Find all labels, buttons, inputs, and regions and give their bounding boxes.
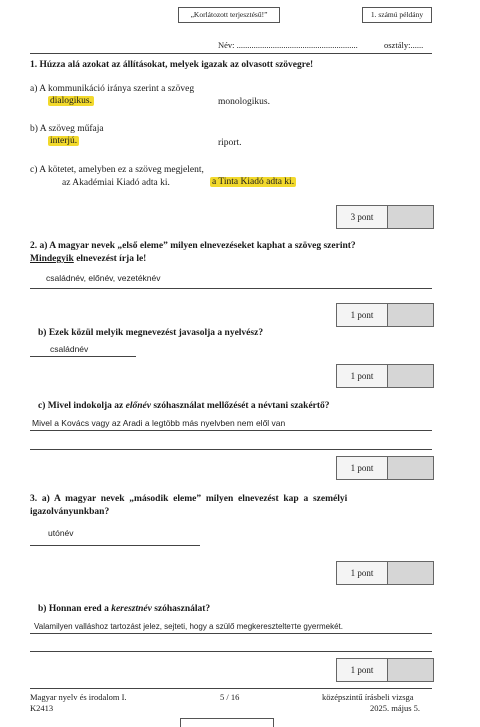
q1-points-label: 3 pont: [337, 206, 388, 228]
q2c-answer-line-2: [30, 449, 432, 450]
q3a-answer[interactable]: utónév: [48, 528, 74, 538]
footer-exam-level: középszintű írásbeli vizsga: [322, 692, 414, 702]
q2b-score-cell[interactable]: [388, 365, 433, 387]
q2b-answer-line: [30, 356, 136, 357]
q2c-answer[interactable]: Mivel a Kovács vagy az Aradi a legtöbb más nyelvben nem elől van: [32, 418, 286, 428]
q3a-title: 3. a) A magyar nevek „második eleme” milyen elnevezést kap a személyi: [30, 494, 348, 504]
q3b-title-term: keresztnév: [111, 604, 152, 614]
q3a-points-box: [336, 561, 434, 585]
q1a-option-monologikus[interactable]: monologikus.: [218, 97, 270, 107]
q2c-title-a: c) Mivel indokolja az: [38, 401, 126, 411]
q1b-option-riport[interactable]: riport.: [218, 138, 242, 148]
q1c-option-akademiai[interactable]: az Akadémiai Kiadó adta ki.: [62, 178, 170, 188]
restricted-distribution-box: „Korlátozott terjesztésű!”: [178, 7, 280, 23]
footer-page-number: 5 / 16: [220, 692, 240, 702]
q2b-points-box: [336, 364, 434, 388]
q1b-option-interju[interactable]: interjú.: [50, 136, 78, 146]
q2a-title: 2. a) A magyar nevek „első eleme” milyen elnevezéseket kaphat a szöveg szerint?: [30, 241, 356, 251]
bottom-cropped-box: [180, 718, 274, 727]
footer-subject: Magyar nyelv és irodalom I.: [30, 692, 127, 702]
q3b-points-label: 1 pont: [337, 659, 388, 681]
footer-code: K2413: [30, 703, 54, 713]
header-rule: [30, 53, 432, 54]
q1c-option-tinta[interactable]: a Tinta Kiadó adta ki.: [212, 177, 295, 187]
q2c-title-b: szóhasználat mellőzését a névtani szakértő?: [150, 401, 330, 411]
q2a-answer[interactable]: családnév, előnév, vezetéknév: [46, 273, 161, 283]
copy-number-box: 1. számú példány: [362, 7, 432, 23]
q3b-answer-line-1: [30, 633, 432, 634]
q3b-answer-line-2: [30, 651, 432, 652]
q3a-title-line2: igazolványunkban?: [30, 507, 110, 517]
q1b-stem: b) A szöveg műfaja: [30, 124, 104, 134]
q3a-points-label: 1 pont: [337, 562, 388, 584]
q2a-points-label: 1 pont: [337, 304, 388, 326]
q2b-answer[interactable]: családnév: [50, 344, 89, 354]
q3a-answer-line: [30, 545, 200, 546]
name-field[interactable]: Név: .........................................................: [218, 40, 358, 50]
q2a-title-rest: elnevezést írja le!: [73, 254, 147, 264]
q2a-score-cell[interactable]: [388, 304, 433, 326]
q2a-emphasis: Mindegyik: [30, 254, 74, 264]
q1a-stem: a) A kommunikáció iránya szerint a szöveg: [30, 84, 195, 94]
q2c-answer-line-1: [30, 430, 432, 431]
q3b-title: [38, 604, 210, 614]
q3b-points-box: [336, 658, 434, 682]
q2c-title: [38, 401, 330, 411]
q3b-title-a: b) Honnan ered a: [38, 604, 112, 614]
q1a-option-dialogikus[interactable]: dialogikus.: [50, 96, 92, 106]
q1-points-box: [336, 205, 434, 229]
q2b-points-label: 1 pont: [337, 365, 388, 387]
q2a-title-line2: [30, 254, 146, 264]
class-field[interactable]: osztály:......: [384, 40, 424, 50]
q3b-title-b: szóhasználat?: [151, 604, 211, 614]
q3b-answer[interactable]: Valamilyen valláshoz tartozást jelez, sejteti, hogy a szülő megkeresztelteтte gyermekét.: [34, 622, 343, 631]
q1-title: 1. Húzza alá azokat az állításokat, melyek igazak az olvasott szövegre!: [30, 60, 314, 70]
q2c-title-term: előnév: [125, 401, 151, 411]
footer-date: 2025. május 5.: [370, 703, 421, 713]
q2c-points-label: 1 pont: [337, 457, 388, 479]
q3a-score-cell[interactable]: [388, 562, 433, 584]
q2a-points-box: [336, 303, 434, 327]
q2a-answer-line: [30, 288, 432, 289]
q1-score-cell[interactable]: [388, 206, 433, 228]
q1c-stem: c) A kötetet, amelyben ez a szöveg megjelent,: [30, 165, 204, 175]
footer-rule: [30, 688, 432, 689]
q2c-points-box: [336, 456, 434, 480]
q3b-score-cell[interactable]: [388, 659, 433, 681]
q2c-score-cell[interactable]: [388, 457, 433, 479]
q2b-title: b) Ezek közül melyik megnevezést javasolja a nyelvész?: [38, 328, 264, 338]
